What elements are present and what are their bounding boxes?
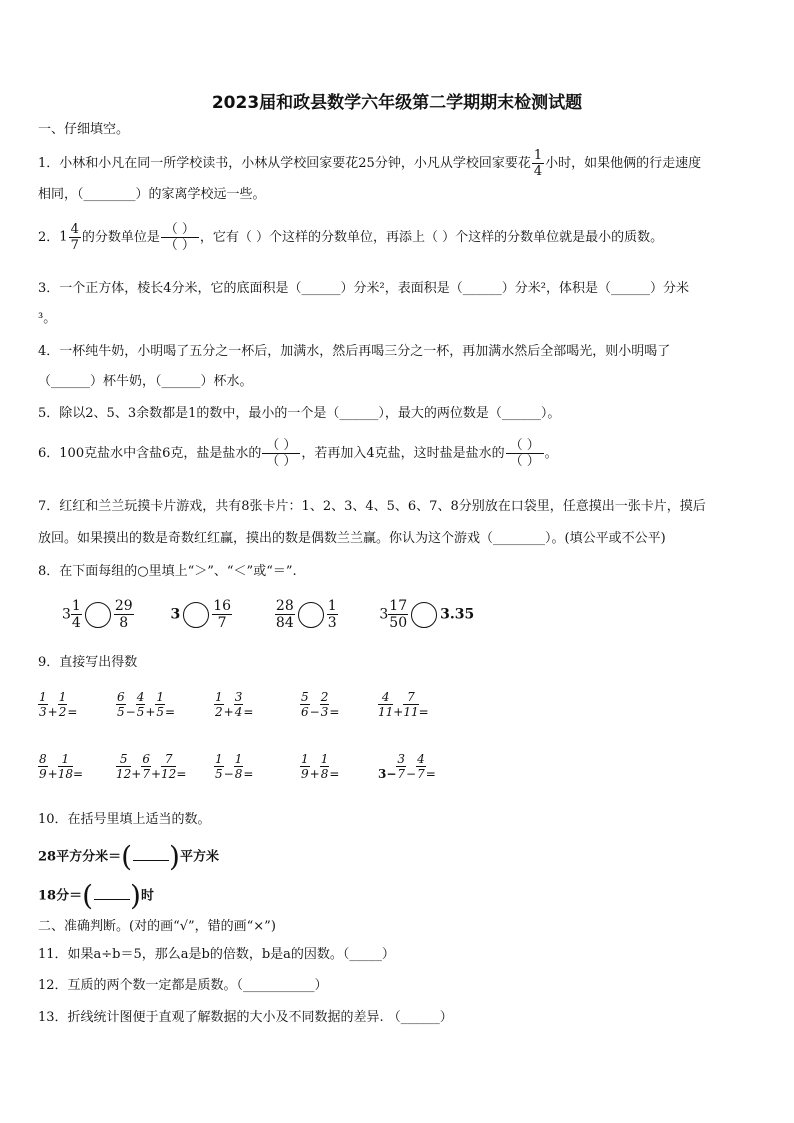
comparison-item: 3 $\frac{16}{7}$ — [170, 598, 232, 631]
operator: = — [425, 767, 436, 781]
fraction: $\frac{8}{9}$ — [39, 752, 47, 781]
operator: + — [309, 767, 320, 781]
fraction: $\frac{4}{7}$ — [417, 752, 425, 781]
operator: − — [309, 705, 320, 719]
question-10-a: 28平方分米＝( )平方米 — [38, 840, 219, 873]
fraction: $\frac{1}{5}$ — [215, 752, 223, 781]
fraction: $\frac{4}{7}$ — [70, 222, 79, 253]
fraction: $\frac{1}{5}$ — [156, 690, 165, 719]
answer-fraction-blank[interactable]: $\frac{( )}{( )}$ — [262, 438, 300, 469]
question-10-b: 18分＝( )时 — [38, 879, 154, 912]
comparison-row — [62, 598, 489, 631]
fraction: $\frac{7}{11}$ — [403, 690, 419, 719]
operator: + — [223, 705, 234, 719]
fraction: $\frac{6}{7}$ — [142, 752, 150, 781]
fraction: $\frac{4}{5}$ — [136, 690, 145, 719]
operator: + — [47, 767, 58, 781]
question-13: 13．折线统计图便于直观了解数据的大小及不同数据的差异. （______） — [38, 1010, 453, 1025]
operator: + — [47, 705, 58, 719]
operator: = — [165, 705, 176, 719]
question-7-cont: 放回。如果摸出的数是奇数红红赢，摸出的数是偶数兰兰赢。你认为这个游戏（________）。(填公平或不公平) — [38, 531, 666, 546]
calc-expression — [378, 752, 436, 781]
fraction: $\frac{3}{4}$ — [234, 690, 243, 719]
comparison-item: 3 $\frac{1}{4}$ $\frac{29}{8}$ — [62, 598, 133, 631]
fraction: $\frac{1}{8}$ — [320, 752, 329, 781]
fraction: $\frac{5}{12}$ — [116, 752, 132, 781]
question-3-cont: ³。 — [38, 311, 57, 326]
operator: = — [67, 705, 78, 719]
fraction: $\frac{1}{18}$ — [57, 752, 73, 781]
question-1-cont: 相同，（________）的家离学校远一些。 — [38, 187, 266, 202]
fraction: $\frac{1}{3}$ — [39, 690, 47, 719]
compare-circle[interactable] — [411, 602, 437, 628]
page-title: 2023届和政县数学六年级第二学期期末检测试题 — [211, 93, 583, 113]
operator: − — [223, 767, 234, 781]
fraction: $\frac{7}{12}$ — [161, 752, 177, 781]
calc-expression — [378, 690, 429, 719]
operator: = — [418, 705, 429, 719]
operator: = — [176, 767, 187, 781]
question-9: 9．直接写出得数 — [38, 655, 138, 670]
calc-expression — [38, 752, 83, 781]
operator: + — [131, 767, 142, 781]
operator: + — [145, 705, 156, 719]
fraction: $\frac{1}{2}$ — [215, 690, 223, 719]
answer-blank[interactable] — [133, 848, 169, 861]
question-2: 2．1 $\frac{4}{7}$ 的分数单位是 $\frac{( )}{( )}$ ，它有（ ）个这样的分数单位，再添上（ ）个这样的分数单位就是最小的质数。 — [38, 222, 664, 253]
question-7: 7．红红和兰兰玩摸卡片游戏，共有8张卡片：1、2、3、4、5、6、7、8分别放在口袋里，任意摸出一张卡片，摸后 — [38, 499, 706, 514]
operator: + — [150, 767, 162, 781]
question-4: 4．一杯纯牛奶，小明喝了五分之一杯后，加满水，然后再喝三分之一杯，再加满水然后全部喝光，则小明喝了 — [38, 344, 671, 359]
answer-blank[interactable] — [94, 887, 130, 900]
operator: + — [393, 705, 404, 719]
fraction: $\frac{4}{11}$ — [378, 690, 394, 719]
calc-expression — [214, 690, 253, 719]
answer-fraction-blank[interactable]: $\frac{( )}{( )}$ — [161, 222, 199, 253]
comparison-item: 3 $\frac{17}{50}$ 3.35 — [379, 598, 475, 631]
calc-expression — [214, 752, 253, 781]
calc-expression — [116, 690, 175, 719]
calc-expression — [38, 690, 77, 719]
question-3: 3．一个正方体，棱长4分米，它的底面积是（______）分米²，表面积是（______）分米²，体积是（______）分米 — [38, 281, 689, 296]
operator: − — [125, 705, 136, 719]
answer-fraction-blank[interactable]: $\frac{( )}{( )}$ — [506, 438, 544, 469]
question-1: 1．小林和小凡在同一所学校读书，小林从学校回家要花25分钟，小凡从学校回家要花 $\frac{1}{4}$ 小时，如果他俩的行走速度 — [38, 148, 702, 179]
operator: = — [243, 705, 254, 719]
question-11: 11．如果a÷b＝5，那么a是b的倍数，b是a的因数。（_____） — [38, 947, 395, 962]
fraction: $\frac{6}{5}$ — [117, 690, 125, 719]
question-12: 12．互质的两个数一定都是质数。（___________） — [38, 978, 328, 993]
question-6: 6．100克盐水中含盐6克，盐是盐水的 $\frac{( )}{( )}$ ，若再加入4克盐，这时盐是盐水的 $\frac{( )}{( )}$ 。 — [38, 438, 558, 469]
operator: = — [72, 767, 84, 781]
fraction: $\frac{1}{4}$ — [533, 148, 543, 179]
question-8: 8．在下面每组的○里填上“＞”、“＜”或“＝”. — [38, 564, 297, 579]
fraction: $\frac{1}{8}$ — [234, 752, 243, 781]
fraction: $\frac{3}{7}$ — [397, 752, 406, 781]
question-10: 10．在括号里填上适当的数。 — [38, 812, 211, 827]
operator: = — [329, 705, 340, 719]
question-5: 5．除以2、5、3余数都是1的数中，最小的一个是（______），最大的两位数是（______）。 — [38, 406, 561, 421]
calc-expression — [300, 752, 339, 781]
calc-expression — [300, 690, 339, 719]
comparison-item: $\frac{28}{84}$ $\frac{1}{3}$ — [275, 598, 337, 631]
fraction: $\frac{1}{9}$ — [301, 752, 309, 781]
fraction: $\frac{5}{6}$ — [301, 690, 309, 719]
section-heading-1: 一、仔细填空。 — [38, 122, 130, 137]
compare-circle[interactable] — [85, 602, 111, 628]
operator: 3− — [378, 767, 397, 781]
section-heading-2: 二、准确判断。(对的画“√”，错的画“×”) — [38, 919, 276, 934]
compare-circle[interactable] — [298, 602, 324, 628]
operator: = — [243, 767, 254, 781]
operator: − — [406, 767, 417, 781]
question-4-cont: （______）杯牛奶，（______）杯水。 — [38, 374, 253, 389]
fraction: $\frac{1}{2}$ — [58, 690, 67, 719]
compare-circle[interactable] — [183, 602, 209, 628]
fraction: $\frac{2}{3}$ — [320, 690, 329, 719]
calc-expression — [116, 752, 186, 781]
operator: = — [329, 767, 340, 781]
